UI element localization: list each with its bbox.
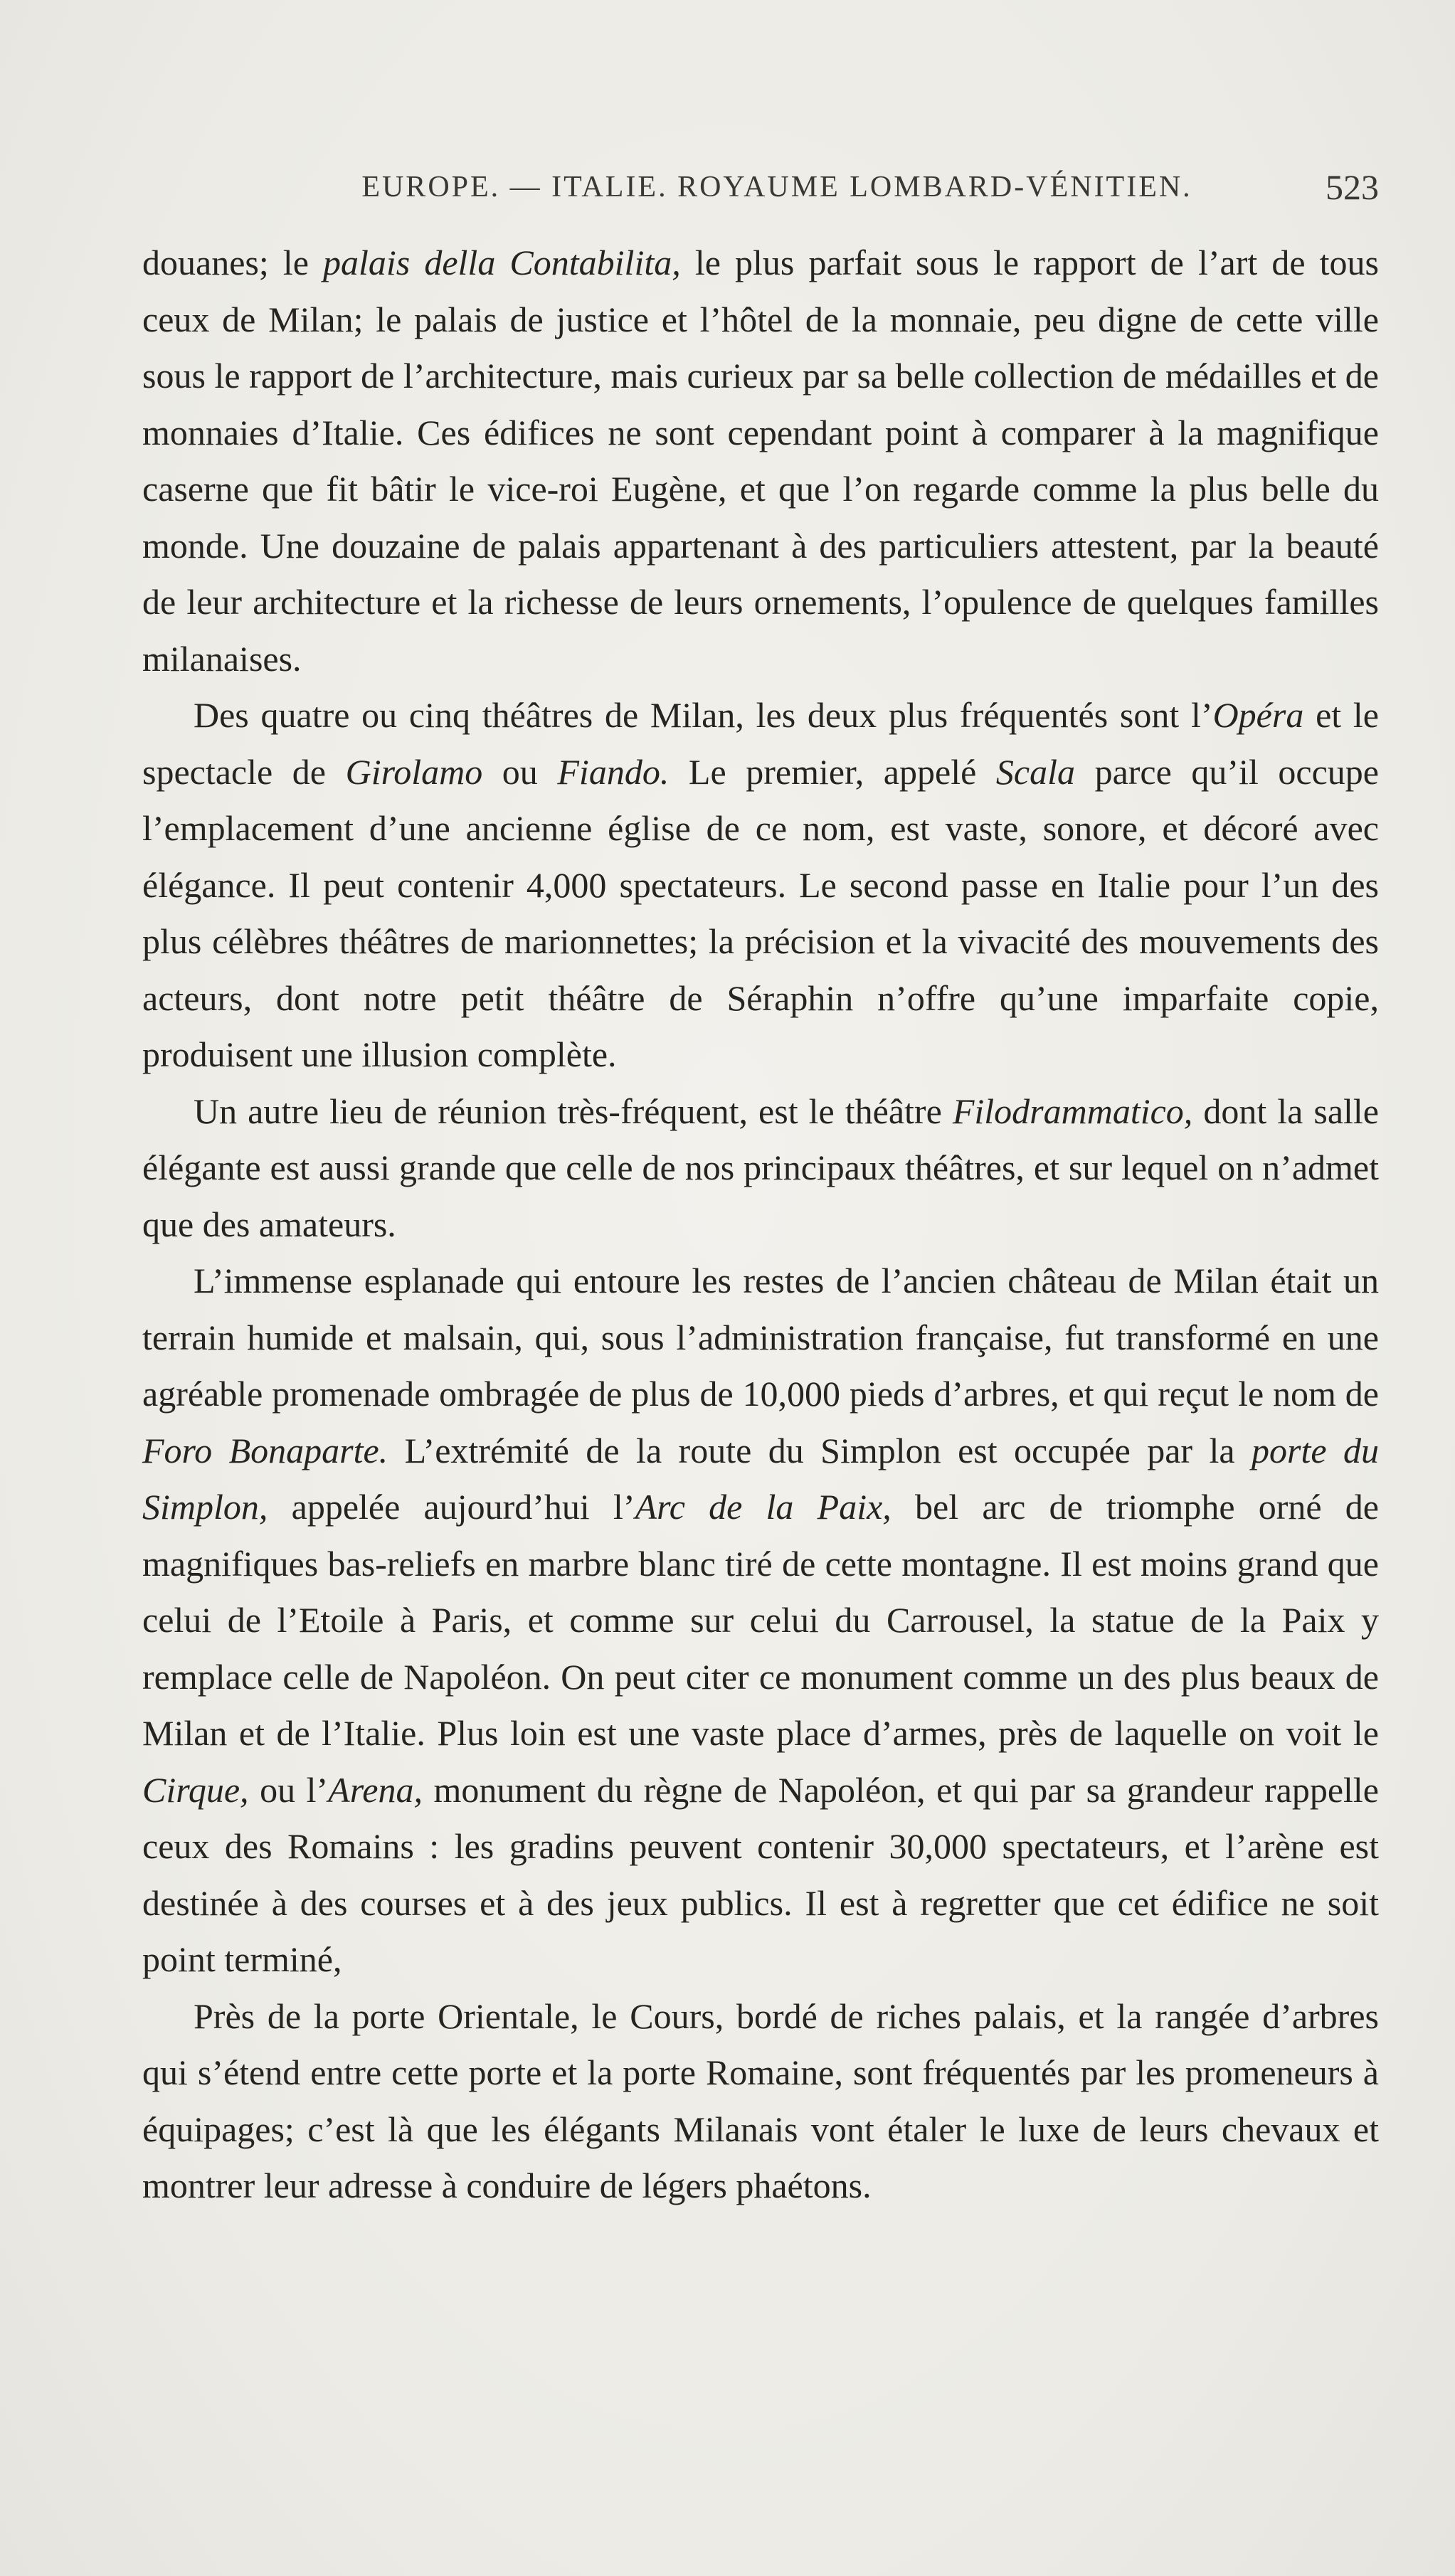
paragraph-2 [142, 687, 1379, 1083]
text-run: douanes; le [142, 243, 324, 282]
text-run: Des quatre ou cinq théâtres de Milan, les deux plus fréquentés sont l’ [194, 695, 1213, 735]
text-run: ou l’ [248, 1769, 329, 1810]
paragraph-4 [142, 1253, 1379, 1988]
text-run: Un autre lieu de réunion très-fréquent, est le théâtre [194, 1091, 953, 1131]
text-run: le plus parfait sous le rapport de l’art de tous ceux de Milan; le palais de justice et l’hôtel de la monnaie, peu digne de cette ville sous le rapport de l’architecture, mais curieux par sa belle collection de médailles et de monnaies d’Italie. Ces édifices ne sont cependant point à comparer à la magnifique caserne que fit bâtir le vice-roi Eugène, et que l’on regarde comme la plus belle du monde. Une douzaine de palais appartenant à des particuliers attestent, par la beauté de leur architecture et la richesse de leurs ornements, l’opulence de quelques familles milanaises. [142, 243, 1379, 679]
body-text [142, 235, 1379, 2215]
italic-text-run: Foro Bonaparte. [142, 1430, 388, 1470]
running-head [175, 162, 1379, 212]
italic-text-run: Filodrammatico, [952, 1091, 1193, 1131]
paragraph-3 [142, 1083, 1379, 1253]
running-title: EUROPE. — ITALIE. ROYAUME LOMBARD-VÉNITIEN. [361, 171, 1192, 203]
paragraph-5 [142, 1988, 1379, 2215]
italic-text-run: Cirque, [142, 1769, 249, 1810]
text-run: appelée aujourd’hui l’ [268, 1487, 635, 1527]
text-run: bel arc de triomphe orné de magnifiques bas-reliefs en marbre blanc tiré de cette montagne. Il est moins grand que celui de l’Etoile à Paris, et comme sur celui du Carrousel, la statue de la Paix y remplace celle de Napoléon. On peut citer ce monument comme un des plus beaux de Milan et de l’Italie. Plus loin est une vaste place d’armes, près de laquelle on voit le [142, 1487, 1379, 1753]
italic-text-run: palais della Contabilita, [323, 243, 681, 282]
italic-text-run: Fiando. [557, 751, 670, 792]
italic-text-run: Scala [995, 751, 1075, 792]
page-number: 523 [1326, 167, 1379, 207]
italic-text-run: Opéra [1212, 695, 1304, 735]
italic-text-run: Arena, [328, 1769, 423, 1810]
text-run: monument du règne de Napoléon, et qui par sa grandeur rappelle ceux des Romains : les gradins peuvent contenir 30,000 spectateurs, et l’arène est destinée à des courses et à des jeux publics. Il est à regretter que cet édifice ne soit point terminé, [142, 1769, 1379, 1979]
paragraph-1 [142, 235, 1379, 687]
italic-text-run: porte du Simplon, [142, 1430, 1380, 1527]
text-run: Près de la porte Orientale, le Cours, bordé de riches palais, et la rangée d’arbres qui s’étend entre cette porte et la porte Romaine, sont fréquentés par les promeneurs à équipages; c’est là que les élégants Milanais vont étaler le luxe de leurs chevaux et montrer leur adresse à conduire de légers phaétons. [142, 1995, 1379, 2205]
text-run: Le premier, appelé [669, 751, 996, 792]
text-run: L’extrémité de la route du Simplon est occupée par la [388, 1430, 1252, 1470]
text-run: ou [482, 751, 558, 792]
italic-text-run: Girolamo [345, 751, 483, 792]
text-run: dont la salle élégante est aussi grande que celle de nos principaux théâtres, et sur lequel on n’admet que des amateurs. [142, 1091, 1380, 1244]
text-run: parce qu’il occupe l’emplacement d’une ancienne église de ce nom, est vaste, sonore, et décoré avec élégance. Il peut contenir 4,000 spectateurs. Le second passe en Italie pour l’un des plus célèbres théâtres de marionnettes; la précision et la vivacité des mouvements des acteurs, dont notre petit théâtre de Séraphin n’offre qu’une imparfaite copie, produisent une illusion complète. [142, 751, 1379, 1074]
text-run: L’immense esplanade qui entoure les restes de l’ancien château de Milan était un terrain humide et malsain, qui, sous l’administration française, fut transformé en une agréable promenade ombragée de plus de 10,000 pieds d’arbres, et qui reçut le nom de [142, 1261, 1379, 1414]
text-run: et le spectacle de [142, 695, 1379, 792]
italic-text-run: Arc de la Paix, [635, 1487, 891, 1527]
